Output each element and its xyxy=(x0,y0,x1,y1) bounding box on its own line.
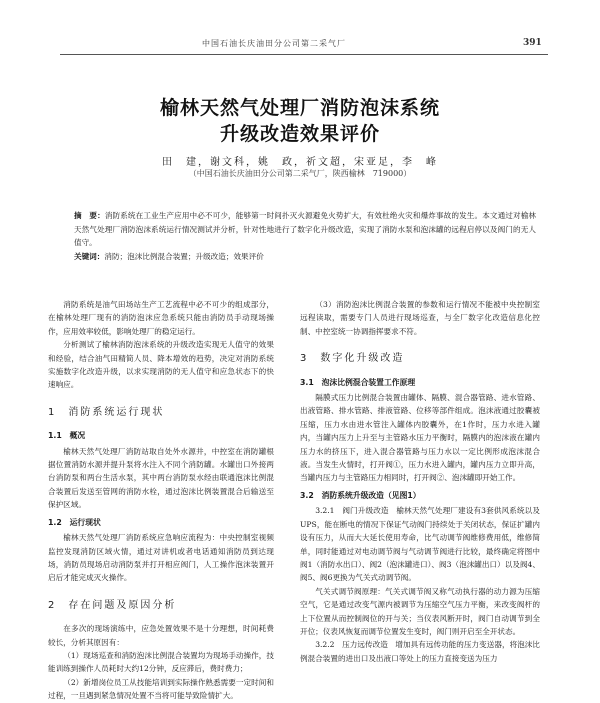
section-1-heading: 1 消防系统运行现状 xyxy=(48,406,165,418)
left-column xyxy=(48,298,274,703)
abstract-text: 消防系统在工业生产应用中必不可少，能够第一时间扑灭火源避免火势扩大，有效杜绝火灾和爆炸事故的发生。本文通过对榆林天然气处理厂消防泡沫系统运行情况测试并分析，针对性地进行了数字化升级改造，实现了消防水泵和泡沫罐的远程启停以及阀门的无人值守。 xyxy=(74,211,536,248)
section-2-text: 在多次的现场演练中，应急处置效果不是十分理想，时间耗费较长，分析其原因有： xyxy=(48,624,274,647)
keywords-label: 关键词： xyxy=(74,251,105,261)
page-number: 391 xyxy=(523,38,542,48)
valve-principle-text: 气关式调节阀原理：气关式调节阀又称气动执行器的动力源为压缩空气，它是通过改变气源内被调节为压缩空气压力平衡，来改变阀杆的上下位置从而控制阀位的开与关；当仪表风断开时，阀门自动调节到全开位；仪表风恢复而调节位置发生变时，阀门则开启至全开状态。 xyxy=(300,586,540,636)
section-3-2-1-text: 3.2.1 阀门升级改造 榆林天然气处理厂建设有3套供风系统以及UPS，能在断电的情况下保证气动阀门持续处于关闭状态，保证扩罐内设有压力，从而大大延长使用寿命，比气动调节阀维修费用低，维修简单，同时能通过对电动调节阀与气动调节阀进行比较，最终确定将图中阀1（消防水出口）、阀2（泡沫罐进口）、阀3（泡沫罐出口）以及阀4、阀5、阀6更换为气关式动调节阀。 xyxy=(300,506,540,583)
affiliation: （中国石油长庆油田分公司第二采气厂，陕西榆林 719000） xyxy=(188,169,412,178)
section-3-heading: 3 数字化升级改造 xyxy=(300,353,405,365)
subsection-3-2-heading: 3.2 消防系统升级改造（见图1） xyxy=(300,490,421,500)
abstract-label: 摘 要： xyxy=(74,211,105,220)
intro-paragraph-2: 分析测试了榆林消防泡沫系统的升级改造实现无人值守的效果和经验，结合油气田精简人员、降本增效的趋势，决定对消防系统实施数字化改造升级，以求实现消防的无人值守和应急状态下的快速响应。 xyxy=(48,340,274,390)
right-column xyxy=(300,298,540,665)
section-1-2-text: 榆林天然气处理厂消防系统应急响应流程为：中央控制室视频监控发现消防区域火情，通过对讲机或者电话通知消防员到达现场，消防员现场启动消防泵并打开相应阀门，人工操作泡沫装置开启后才能完成灭火操作。 xyxy=(48,533,274,583)
paper-title-line-2: 升级改造效果评价 xyxy=(219,123,380,145)
subsection-1-1-heading: 1.1 概况 xyxy=(48,431,86,441)
subsection-1-2-heading: 1.2 运行现状 xyxy=(48,517,101,527)
intro-paragraph-1: 消防系统是油气田场站生产工艺流程中必不可少的组成部分，在榆林处理厂现有的消防泡沫应急系统只能由消防员手动现场操作，应用效率较低，影响处理厂的稳定运行。 xyxy=(48,300,274,336)
keywords: 消防；泡沫比例混合装置；升级改造；效果评价 xyxy=(104,251,264,261)
section-2-item-1: （1）现场巡查和消防泡沫比例混合装置均为现场手动操作，技能训练到操作人员耗时大约12分钟，反应滞后，费时费力； xyxy=(48,650,274,674)
section-2-item-3: （3）消防泡沫比例混合装置的参数和运行情况不能被中央控制室远程读取，需要专门人员进行现场巡查，与全厂数字化改造信息化控制、中控室统一协调指挥要求不符。 xyxy=(300,300,540,336)
authors: 田 建，谢文科，姚 政，祈文超，宋亚足，李 峰 xyxy=(162,157,438,168)
header-rule xyxy=(60,54,548,55)
abstract xyxy=(74,209,536,263)
section-1-1-text: 榆林天然气处理厂消防站取自处外水源井，中控室在消防罐根据位置消防水源并提升泵将水注入不同个消防罐。水罐出口外接两台消防泵和两台生活水泵，其中两台消防泵水经由联通泡沫比例混合装置后发送至管网的消防水栓，通过泡沫比例装置混合后输送至保护区域。 xyxy=(48,446,274,510)
section-2-heading: 2 存在问题及原因分析 xyxy=(48,599,177,611)
section-2-item-2: （2）新增岗位员工从技能培训到实际操作熟悉需要一定时间和过程，一旦遇到紧急情况处置不当将可能导致险情扩大。 xyxy=(48,677,274,701)
subsection-3-1-heading: 3.1 泡沫比例混合装置工作原理 xyxy=(300,377,416,387)
section-3-2-2-text: 3.2.2 压力远传改造 增加具有远传功能的压力变送器，将泡沫比例混合装置的进出口及出液口等处上的压力直接变送为压力 xyxy=(300,640,540,663)
section-3-1-text: 隔膜式压力比例混合装置由罐体、隔膜、混合器管路、进水管路、出液管路、排水管路、排液管路、位移等部件组成。泡沫液通过胶囊被压缩，压力水由进水管注入罐体内胶囊外，在1作时，压力水进入罐内，当罐内压力上升至与主管路水压力平衡时，隔膜内的泡沫液在罐内压力水的挤压下，进入混合器管路与压力水以一定比例形成泡沫混合液。当发生火情时，打开阀①，压力水进入罐内，罐内压力立即升高，当罐内压力与主管路压力相同时，打开阀②、泡沫罐即开始工作。 xyxy=(300,393,540,483)
running-header: 中国石油长庆油田分公司第二采气厂 xyxy=(202,39,346,48)
paper-title-line-1: 榆林天然气处理厂消防泡沫系统 xyxy=(159,97,440,119)
